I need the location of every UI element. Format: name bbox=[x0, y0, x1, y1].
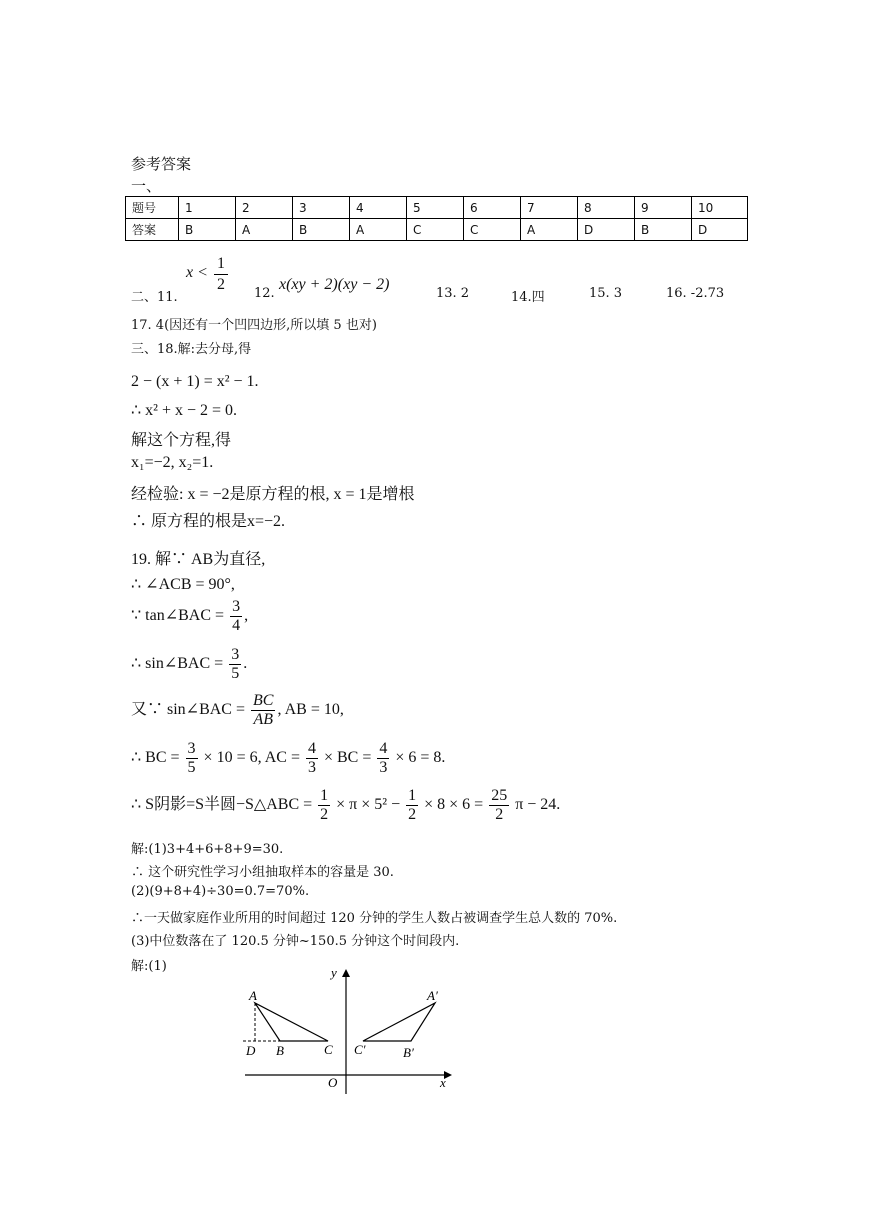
q19-line-6 bbox=[131, 740, 445, 777]
table-cell: D bbox=[692, 219, 748, 241]
fraction-numerator: 25 bbox=[491, 787, 508, 804]
q19-ratio-fraction bbox=[251, 692, 275, 729]
table-cell: B bbox=[635, 219, 692, 241]
q19-area-triangle: × 8 × 6 = bbox=[424, 796, 484, 814]
q19-bc-label: ∴ BC = bbox=[131, 749, 180, 767]
q14-answer: 14.四 bbox=[511, 290, 545, 305]
table-cell: 4 bbox=[350, 197, 407, 219]
q19-ac-value: × 6 = 8. bbox=[395, 749, 446, 767]
table-cell: C bbox=[407, 219, 464, 241]
fraction bbox=[306, 740, 318, 777]
q19-ratio-end: , AB = 10, bbox=[277, 701, 344, 719]
point-c-prime-label: C′ bbox=[354, 1042, 366, 1057]
q19-line-3 bbox=[131, 598, 248, 635]
table-cell: 8 bbox=[578, 197, 635, 219]
q18-line-2: ∴ x² + x − 2 = 0. bbox=[131, 402, 238, 419]
q19-tan-end: , bbox=[244, 607, 249, 625]
answer-heading: 参考答案 bbox=[131, 155, 192, 173]
q11-denominator: 2 bbox=[217, 276, 225, 293]
fraction-denominator: 4 bbox=[232, 617, 241, 634]
fraction-numerator: BC bbox=[253, 692, 274, 709]
q15-answer: 15. 3 bbox=[589, 286, 623, 301]
table-cell: C bbox=[464, 219, 521, 241]
table-cell: B bbox=[293, 219, 350, 241]
fraction-denominator: 2 bbox=[408, 806, 417, 823]
q16-answer: 16. -2.73 bbox=[666, 286, 725, 301]
q19-area-semicircle: × π × 5² − bbox=[336, 796, 401, 814]
q19-sin-fraction bbox=[229, 646, 241, 683]
table-cell: 答案 bbox=[126, 219, 179, 241]
table-cell: 6 bbox=[464, 197, 521, 219]
q11-numerator: 1 bbox=[214, 254, 228, 275]
q13-answer: 13. 2 bbox=[436, 286, 470, 301]
fraction-denominator: 3 bbox=[379, 759, 388, 776]
point-a-prime-label: A′ bbox=[427, 988, 438, 1003]
q18-line-5: 经检验: x = −2是原方程的根, x = 1是增根 bbox=[131, 486, 415, 503]
q18-line-1: 2 − (x + 1) = x² − 1. bbox=[131, 373, 259, 390]
q21-line-1: 解:(1) bbox=[131, 959, 167, 974]
q19-sin-label: ∴ sin∠BAC = bbox=[131, 655, 224, 673]
fraction-numerator: 3 bbox=[187, 740, 196, 757]
q18-line-6: ∴ 原方程的根是x=−2. bbox=[131, 513, 286, 530]
q17-answer: 17. 4(因还有一个凹四边形,所以填 5 也对) bbox=[131, 318, 377, 333]
point-d-label: D bbox=[246, 1043, 256, 1058]
q19-area-result: π − 24. bbox=[515, 796, 561, 814]
fraction-denominator: 2 bbox=[495, 806, 504, 823]
q19-line-5 bbox=[131, 692, 344, 729]
coordinate-figure bbox=[230, 960, 470, 1100]
y-axis-arrow bbox=[342, 969, 350, 977]
table-cell: 10 bbox=[692, 197, 748, 219]
q18-line-4: x₁=−2, x₂=1. bbox=[131, 454, 214, 471]
fraction-denominator: 2 bbox=[320, 806, 329, 823]
point-b-label: B bbox=[276, 1043, 284, 1058]
fraction bbox=[318, 787, 330, 824]
table-row-answers bbox=[126, 219, 748, 241]
q20-line-5: (3)中位数落在了 120.5 分钟~150.5 分钟这个时间段内. bbox=[131, 934, 460, 949]
fraction bbox=[377, 740, 389, 777]
table-cell: A bbox=[350, 219, 407, 241]
fraction-denominator: 3 bbox=[307, 759, 316, 776]
q19-sin-end: . bbox=[243, 655, 248, 673]
table-cell: A bbox=[236, 219, 293, 241]
table-cell: 题号 bbox=[126, 197, 179, 219]
point-a-label: A bbox=[249, 988, 257, 1003]
q19-sin-ratio-label: 又∵ sin∠BAC = bbox=[131, 701, 246, 719]
section-1-label: 一、 bbox=[131, 177, 162, 195]
q19-line-2: ∴ ∠ACB = 90°, bbox=[131, 576, 235, 593]
q20-line-1: 解:(1)3+4+6+8+9=30. bbox=[131, 842, 284, 857]
q11-inequality: x < bbox=[186, 264, 208, 281]
table-cell: 9 bbox=[635, 197, 692, 219]
table-cell: A bbox=[521, 219, 578, 241]
q18-title: 三、18.解:去分母,得 bbox=[131, 342, 252, 357]
y-axis-label: y bbox=[331, 965, 337, 980]
q19-tan-fraction bbox=[230, 598, 242, 635]
fraction-denominator: 5 bbox=[187, 759, 196, 776]
q11-fraction bbox=[214, 254, 228, 295]
table-cell: 5 bbox=[407, 197, 464, 219]
table-cell: 2 bbox=[236, 197, 293, 219]
fraction-numerator: 1 bbox=[408, 787, 417, 804]
table-cell: D bbox=[578, 219, 635, 241]
q19-line-7 bbox=[131, 787, 560, 824]
fraction-numerator: 4 bbox=[379, 740, 388, 757]
point-b-prime-label: B′ bbox=[403, 1045, 414, 1060]
answer-table bbox=[125, 196, 748, 241]
fraction-denominator: 5 bbox=[231, 665, 240, 682]
triangle-abc-reflected bbox=[363, 1003, 435, 1041]
fraction-numerator: 1 bbox=[320, 787, 329, 804]
fraction bbox=[186, 740, 198, 777]
q19-area-label: ∴ S阴影=S半圆−S△ABC = bbox=[131, 796, 313, 814]
q19-bc-value: × 10 = 6, AC = bbox=[203, 749, 300, 767]
point-c-label: C bbox=[324, 1042, 333, 1057]
fraction-numerator: 3 bbox=[231, 646, 240, 663]
section-2-label: 二、11. bbox=[131, 290, 178, 305]
q19-line-1: 19. 解∵ AB为直径, bbox=[131, 551, 266, 568]
q12-expression: x(xy + 2)(xy − 2) bbox=[279, 276, 390, 293]
x-axis-label: x bbox=[440, 1075, 446, 1090]
q20-line-4: ∴一天做家庭作业所用的时间超过 120 分钟的学生人数占被调查学生总人数的 70%. bbox=[131, 911, 618, 926]
fraction bbox=[489, 787, 509, 824]
origin-label: O bbox=[328, 1075, 338, 1090]
q20-line-2: ∴ 这个研究性学习小组抽取样本的容量是 30. bbox=[131, 865, 394, 880]
table-cell: 7 bbox=[521, 197, 578, 219]
q19-line-4 bbox=[131, 646, 247, 683]
q19-ac-mid: × BC = bbox=[323, 749, 372, 767]
table-cell: B bbox=[179, 219, 236, 241]
q20-line-3: (2)(9+8+4)÷30=0.7=70%. bbox=[131, 884, 310, 899]
fraction-denominator: AB bbox=[253, 711, 274, 728]
fraction-numerator: 3 bbox=[232, 598, 241, 615]
table-row-question-numbers bbox=[126, 197, 748, 219]
table-cell: 1 bbox=[179, 197, 236, 219]
q12-label: 12. bbox=[254, 286, 275, 301]
fraction bbox=[406, 787, 418, 824]
fraction-numerator: 4 bbox=[307, 740, 316, 757]
table-cell: 3 bbox=[293, 197, 350, 219]
q19-tan-label: ∵ tan∠BAC = bbox=[131, 607, 225, 625]
q18-line-3: 解这个方程,得 bbox=[131, 432, 232, 449]
triangle-abc bbox=[255, 1003, 328, 1041]
